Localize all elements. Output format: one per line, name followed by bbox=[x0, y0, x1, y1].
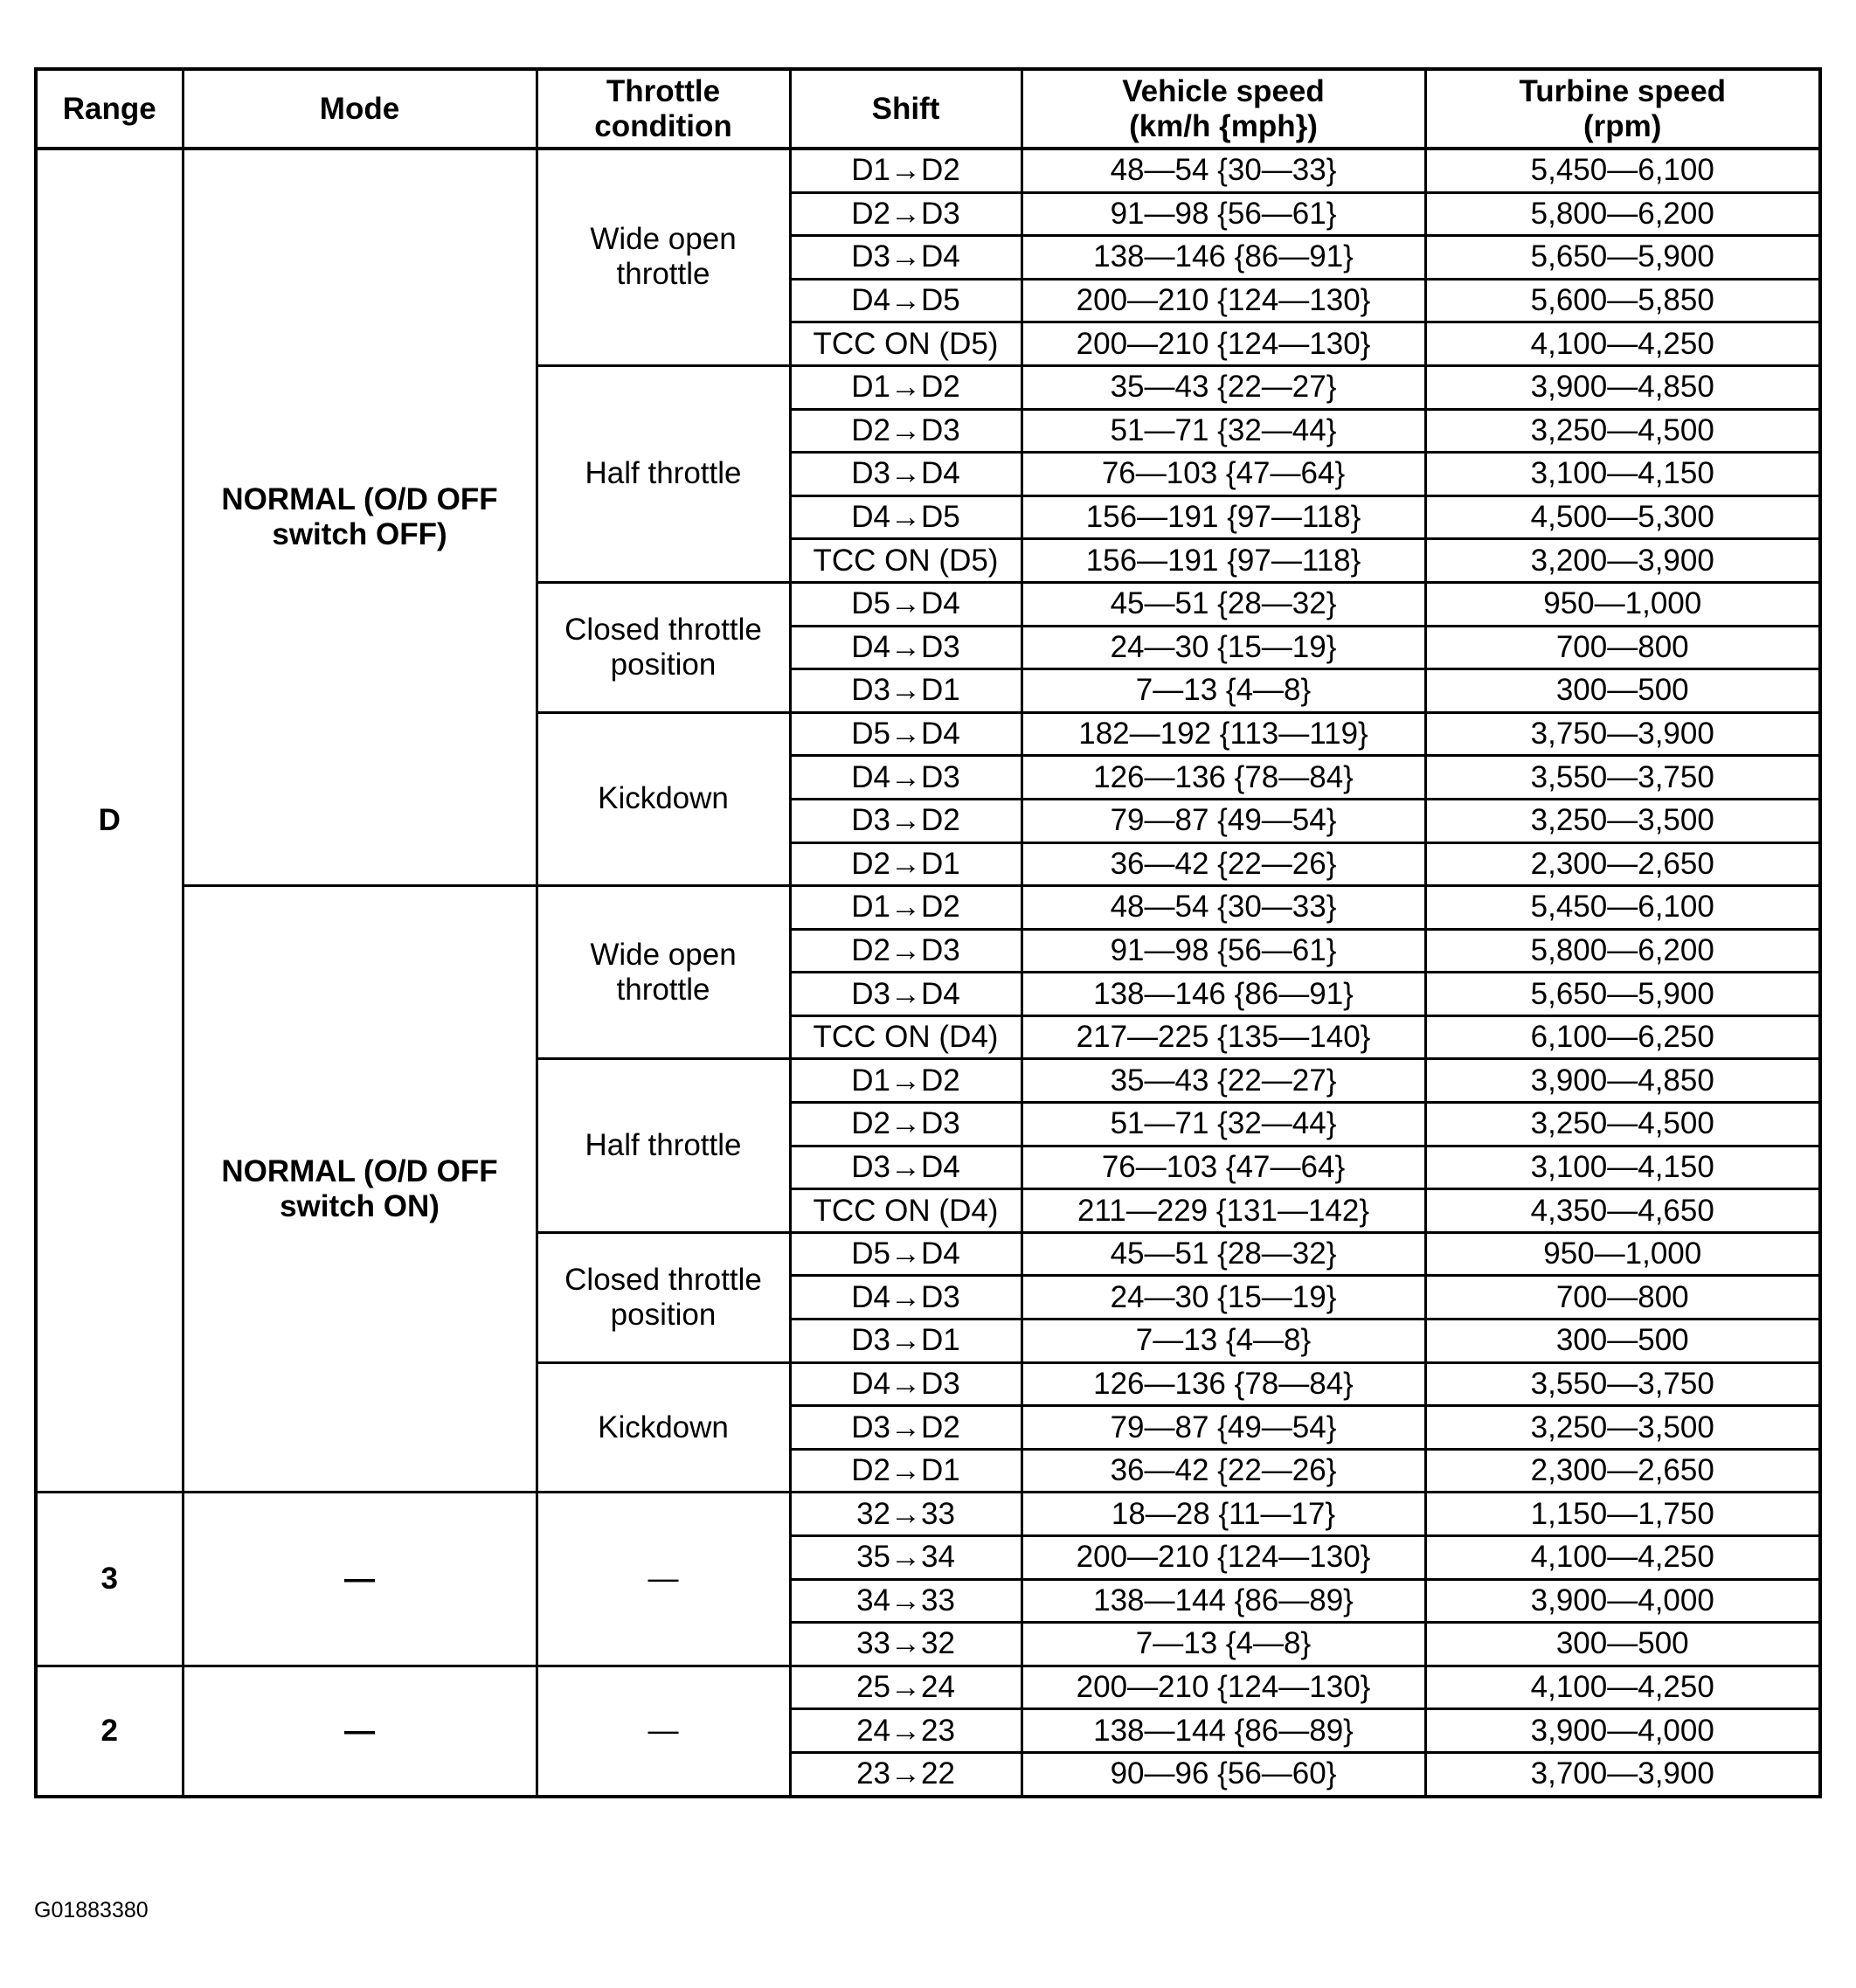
vehicle-speed-cell: 200—210 {124—130} bbox=[1021, 1666, 1425, 1709]
header-vehicle-speed-text: Vehicle speed (km/h {mph}) bbox=[1122, 73, 1325, 143]
shift-cell: TCC ON (D5) bbox=[790, 322, 1021, 366]
shift-cell: D3→D4 bbox=[790, 1146, 1021, 1189]
turbine-speed-cell: 3,900—4,850 bbox=[1425, 1059, 1820, 1103]
vehicle-speed-cell: 200—210 {124—130} bbox=[1021, 1536, 1425, 1580]
throttle-wide-open-cell bbox=[537, 886, 790, 1059]
header-mode: Mode bbox=[183, 69, 537, 149]
shift-cell: D2→D1 bbox=[790, 1449, 1021, 1493]
shift-cell: TCC ON (D4) bbox=[790, 1015, 1021, 1059]
shift-cell: D2→D3 bbox=[790, 1103, 1021, 1146]
throttle-dash-label: — bbox=[648, 1562, 679, 1597]
shift-cell: 33→32 bbox=[790, 1623, 1021, 1666]
vehicle-speed-cell: 48—54 {30—33} bbox=[1021, 149, 1425, 192]
vehicle-speed-cell: 35—43 {22—27} bbox=[1021, 1059, 1425, 1103]
throttle-wide-open-label: Wide open throttle bbox=[590, 222, 737, 292]
turbine-speed-cell: 300—500 bbox=[1425, 1320, 1820, 1363]
turbine-speed-cell: 4,100—4,250 bbox=[1425, 322, 1820, 366]
turbine-speed-cell: 6,100—6,250 bbox=[1425, 1015, 1820, 1059]
vehicle-speed-cell: 7—13 {4—8} bbox=[1021, 669, 1425, 713]
mode-od-switch-on-label: NORMAL (O/D OFF switch ON) bbox=[221, 1153, 498, 1223]
shift-cell: D3→D1 bbox=[790, 1320, 1021, 1363]
vehicle-speed-cell: 36—42 {22—26} bbox=[1021, 1449, 1425, 1493]
table-row bbox=[36, 886, 1820, 930]
turbine-speed-cell: 5,450—6,100 bbox=[1425, 149, 1820, 192]
vehicle-speed-cell: 138—144 {86—89} bbox=[1021, 1709, 1425, 1753]
shift-cell: D4→D3 bbox=[790, 1276, 1021, 1320]
figure-id: G01883380 bbox=[34, 1898, 149, 1922]
turbine-speed-cell: 3,250—3,500 bbox=[1425, 1406, 1820, 1450]
turbine-speed-cell: 300—500 bbox=[1425, 669, 1820, 713]
shift-cell: 24→23 bbox=[790, 1709, 1021, 1753]
throttle-wide-open-cell bbox=[537, 149, 790, 365]
vehicle-speed-cell: 126—136 {78—84} bbox=[1021, 1362, 1425, 1406]
vehicle-speed-cell: 138—144 {86—89} bbox=[1021, 1579, 1425, 1623]
shift-cell: D4→D5 bbox=[790, 495, 1021, 539]
vehicle-speed-cell: 211—229 {131—142} bbox=[1021, 1189, 1425, 1233]
turbine-speed-cell: 3,100—4,150 bbox=[1425, 1146, 1820, 1189]
range-d-label: D bbox=[98, 803, 121, 838]
turbine-speed-cell: 4,100—4,250 bbox=[1425, 1666, 1820, 1709]
shift-schedule-table bbox=[34, 67, 1822, 1798]
header-range: Range bbox=[36, 69, 183, 149]
shift-cell: D3→D4 bbox=[790, 973, 1021, 1016]
throttle-kickdown-label: Kickdown bbox=[598, 1410, 729, 1444]
shift-cell: D3→D4 bbox=[790, 236, 1021, 280]
shift-cell: D1→D2 bbox=[790, 1059, 1021, 1103]
vehicle-speed-cell: 18—28 {11—17} bbox=[1021, 1493, 1425, 1536]
throttle-kickdown-label: Kickdown bbox=[598, 781, 729, 816]
throttle-kickdown-cell bbox=[537, 712, 790, 885]
vehicle-speed-cell: 200—210 {124—130} bbox=[1021, 322, 1425, 366]
turbine-speed-cell: 3,200—3,900 bbox=[1425, 539, 1820, 583]
vehicle-speed-cell: 79—87 {49—54} bbox=[1021, 799, 1425, 842]
vehicle-speed-cell: 51—71 {32—44} bbox=[1021, 409, 1425, 453]
shift-cell: D3→D2 bbox=[790, 1406, 1021, 1450]
shift-cell: D3→D1 bbox=[790, 669, 1021, 713]
vehicle-speed-cell: 156—191 {97—118} bbox=[1021, 539, 1425, 583]
vehicle-speed-cell: 126—136 {78—84} bbox=[1021, 756, 1425, 800]
range-d-cell bbox=[36, 149, 183, 1493]
vehicle-speed-cell: 90—96 {56—60} bbox=[1021, 1752, 1425, 1796]
throttle-dash-label: — bbox=[648, 1713, 679, 1748]
throttle-kickdown-cell bbox=[537, 1362, 790, 1493]
shift-cell: TCC ON (D5) bbox=[790, 539, 1021, 583]
shift-cell: D1→D2 bbox=[790, 886, 1021, 930]
turbine-speed-cell: 3,700—3,900 bbox=[1425, 1752, 1820, 1796]
vehicle-speed-cell: 91—98 {56—61} bbox=[1021, 929, 1425, 973]
shift-cell: D2→D3 bbox=[790, 929, 1021, 973]
shift-cell: D3→D4 bbox=[790, 453, 1021, 496]
shift-cell: D5→D4 bbox=[790, 712, 1021, 756]
turbine-speed-cell: 5,800—6,200 bbox=[1425, 192, 1820, 236]
vehicle-speed-cell: 217—225 {135—140} bbox=[1021, 1015, 1425, 1059]
shift-cell: 25→24 bbox=[790, 1666, 1021, 1709]
throttle-half-label: Half throttle bbox=[585, 456, 742, 491]
vehicle-speed-cell: 200—210 {124—130} bbox=[1021, 279, 1425, 322]
mode-od-switch-off-cell bbox=[183, 149, 537, 886]
shift-cell: D5→D4 bbox=[790, 582, 1021, 626]
turbine-speed-cell: 5,800—6,200 bbox=[1425, 929, 1820, 973]
vehicle-speed-cell: 156—191 {97—118} bbox=[1021, 495, 1425, 539]
turbine-speed-cell: 4,100—4,250 bbox=[1425, 1536, 1820, 1580]
mode-dash-label: — bbox=[344, 1562, 375, 1597]
turbine-speed-cell: 3,900—4,850 bbox=[1425, 365, 1820, 409]
vehicle-speed-cell: 7—13 {4—8} bbox=[1021, 1320, 1425, 1363]
throttle-dash-cell bbox=[537, 1493, 790, 1666]
header-turbine-speed bbox=[1425, 69, 1820, 149]
turbine-speed-cell: 950—1,000 bbox=[1425, 582, 1820, 626]
shift-cell: 32→33 bbox=[790, 1493, 1021, 1536]
turbine-speed-cell: 2,300—2,650 bbox=[1425, 1449, 1820, 1493]
turbine-speed-cell: 700—800 bbox=[1425, 1276, 1820, 1320]
shift-cell: D2→D1 bbox=[790, 842, 1021, 886]
mode-od-switch-on-cell bbox=[183, 886, 537, 1493]
header-throttle bbox=[537, 69, 790, 149]
turbine-speed-cell: 5,450—6,100 bbox=[1425, 886, 1820, 930]
turbine-speed-cell: 3,550—3,750 bbox=[1425, 756, 1820, 800]
shift-cell: D2→D3 bbox=[790, 409, 1021, 453]
shift-cell: D4→D3 bbox=[790, 756, 1021, 800]
turbine-speed-cell: 4,350—4,650 bbox=[1425, 1189, 1820, 1233]
vehicle-speed-cell: 36—42 {22—26} bbox=[1021, 842, 1425, 886]
vehicle-speed-cell: 24—30 {15—19} bbox=[1021, 626, 1425, 669]
table-row bbox=[36, 1493, 1820, 1536]
table-row bbox=[36, 1666, 1820, 1709]
shift-cell: D2→D3 bbox=[790, 192, 1021, 236]
throttle-closed-cell bbox=[537, 1232, 790, 1362]
shift-cell: D4→D5 bbox=[790, 279, 1021, 322]
shift-cell: D1→D2 bbox=[790, 365, 1021, 409]
turbine-speed-cell: 5,650—5,900 bbox=[1425, 236, 1820, 280]
vehicle-speed-cell: 182—192 {113—119} bbox=[1021, 712, 1425, 756]
turbine-speed-cell: 3,750—3,900 bbox=[1425, 712, 1820, 756]
vehicle-speed-cell: 79—87 {49—54} bbox=[1021, 1406, 1425, 1450]
vehicle-speed-cell: 138—146 {86—91} bbox=[1021, 236, 1425, 280]
throttle-closed-label: Closed throttle position bbox=[564, 1262, 762, 1332]
shift-cell: TCC ON (D4) bbox=[790, 1189, 1021, 1233]
turbine-speed-cell: 3,100—4,150 bbox=[1425, 453, 1820, 496]
mode-od-switch-off-label: NORMAL (O/D OFF switch OFF) bbox=[221, 482, 498, 552]
range-2-cell bbox=[36, 1666, 183, 1796]
turbine-speed-cell: 3,900—4,000 bbox=[1425, 1709, 1820, 1753]
header-throttle-text: Throttle condition bbox=[594, 73, 732, 143]
vehicle-speed-cell: 7—13 {4—8} bbox=[1021, 1623, 1425, 1666]
shift-cell: D4→D3 bbox=[790, 1362, 1021, 1406]
vehicle-speed-cell: 76—103 {47—64} bbox=[1021, 1146, 1425, 1189]
turbine-speed-cell: 3,250—4,500 bbox=[1425, 1103, 1820, 1146]
range-3-label: 3 bbox=[100, 1562, 118, 1597]
throttle-half-cell bbox=[537, 1059, 790, 1232]
mode-dash-cell bbox=[183, 1666, 537, 1796]
turbine-speed-cell: 3,250—3,500 bbox=[1425, 799, 1820, 842]
shift-cell: 23→22 bbox=[790, 1752, 1021, 1796]
range-2-label: 2 bbox=[100, 1713, 118, 1748]
mode-dash-cell bbox=[183, 1493, 537, 1666]
vehicle-speed-cell: 76—103 {47—64} bbox=[1021, 453, 1425, 496]
throttle-closed-label: Closed throttle position bbox=[564, 612, 762, 682]
range-3-cell bbox=[36, 1493, 183, 1666]
turbine-speed-cell: 3,900—4,000 bbox=[1425, 1579, 1820, 1623]
table-row bbox=[36, 149, 1820, 192]
throttle-wide-open-label: Wide open throttle bbox=[590, 937, 737, 1007]
turbine-speed-cell: 3,550—3,750 bbox=[1425, 1362, 1820, 1406]
shift-cell: D5→D4 bbox=[790, 1232, 1021, 1276]
turbine-speed-cell: 300—500 bbox=[1425, 1623, 1820, 1666]
vehicle-speed-cell: 51—71 {32—44} bbox=[1021, 1103, 1425, 1146]
turbine-speed-cell: 5,600—5,850 bbox=[1425, 279, 1820, 322]
turbine-speed-cell: 700—800 bbox=[1425, 626, 1820, 669]
turbine-speed-cell: 4,500—5,300 bbox=[1425, 495, 1820, 539]
turbine-speed-cell: 1,150—1,750 bbox=[1425, 1493, 1820, 1536]
vehicle-speed-cell: 138—146 {86—91} bbox=[1021, 973, 1425, 1016]
throttle-half-cell bbox=[537, 365, 790, 582]
vehicle-speed-cell: 24—30 {15—19} bbox=[1021, 1276, 1425, 1320]
vehicle-speed-cell: 91—98 {56—61} bbox=[1021, 192, 1425, 236]
turbine-speed-cell: 5,650—5,900 bbox=[1425, 973, 1820, 1016]
turbine-speed-cell: 3,250—4,500 bbox=[1425, 409, 1820, 453]
vehicle-speed-cell: 45—51 {28—32} bbox=[1021, 582, 1425, 626]
shift-cell: D1→D2 bbox=[790, 149, 1021, 192]
shift-cell: D4→D3 bbox=[790, 626, 1021, 669]
turbine-speed-cell: 950—1,000 bbox=[1425, 1232, 1820, 1276]
header-vehicle-speed bbox=[1021, 69, 1425, 149]
shift-cell: D3→D2 bbox=[790, 799, 1021, 842]
throttle-half-label: Half throttle bbox=[585, 1128, 742, 1163]
throttle-dash-cell bbox=[537, 1666, 790, 1796]
throttle-closed-cell bbox=[537, 582, 790, 712]
vehicle-speed-cell: 48—54 {30—33} bbox=[1021, 886, 1425, 930]
vehicle-speed-cell: 45—51 {28—32} bbox=[1021, 1232, 1425, 1276]
header-shift: Shift bbox=[790, 69, 1021, 149]
mode-dash-label: — bbox=[344, 1713, 375, 1748]
vehicle-speed-cell: 35—43 {22—27} bbox=[1021, 365, 1425, 409]
turbine-speed-cell: 2,300—2,650 bbox=[1425, 842, 1820, 886]
shift-cell: 35→34 bbox=[790, 1536, 1021, 1580]
shift-cell: 34→33 bbox=[790, 1579, 1021, 1623]
header-row bbox=[36, 69, 1820, 149]
header-turbine-speed-text: Turbine speed (rpm) bbox=[1519, 73, 1727, 143]
